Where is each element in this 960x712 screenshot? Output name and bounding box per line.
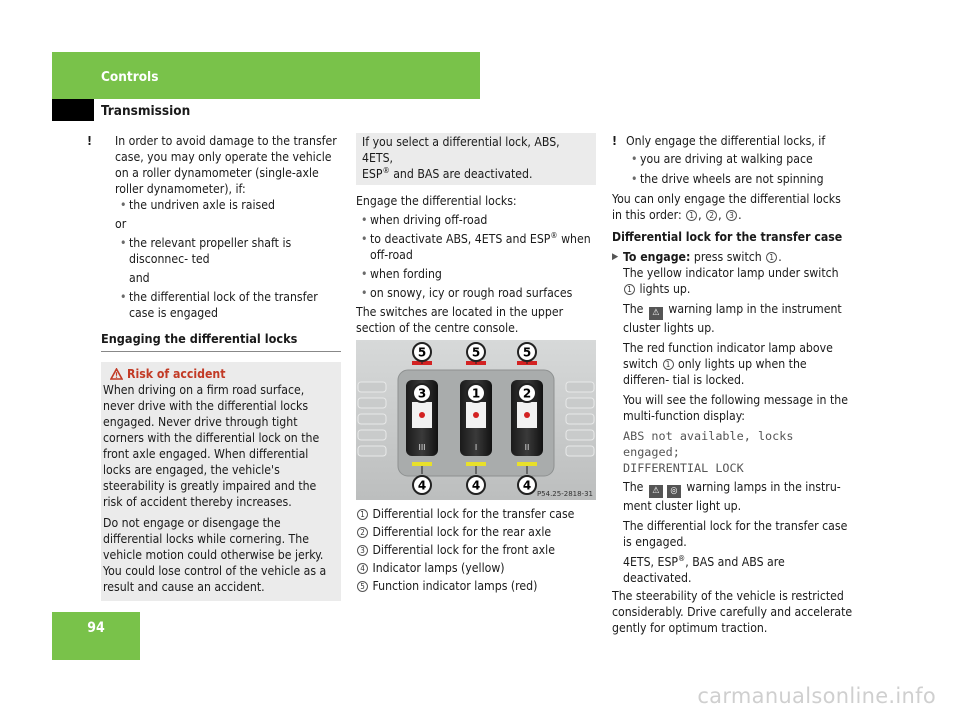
list-item: • on snowy, icy or rough road surfaces	[356, 285, 596, 301]
lead-text: Engage the differential locks:	[356, 194, 517, 208]
section-heading: Differential lock for the transfer case	[612, 230, 843, 244]
callout-2	[518, 384, 536, 402]
info-lamp-icon: ◎	[667, 485, 681, 498]
svg-text:5: 5	[471, 345, 481, 360]
legend-item: 1 Differential lock for the transfer case	[356, 506, 596, 522]
damage-note: ! In order to avoid damage to the transfer case, you may only operate the vehicle on a roller dynamometer (single-axle roller dynamometer), if:	[87, 134, 337, 196]
engage-step: ▶ To engage: press switch 1 .	[612, 250, 782, 264]
legend-item: 4 Indicator lamps (yellow)	[356, 560, 596, 576]
section-title: Controls	[101, 69, 159, 85]
list-item: • the differential lock of the transfer case is engaged	[115, 289, 341, 321]
caution-icon: !	[612, 134, 617, 148]
yellow-lamp	[466, 462, 486, 466]
column-2	[356, 133, 596, 594]
risk-text: Do not engage or disengage the differential locks while cornering. The vehicle motion could otherwise be jerky. You could lose control of the vehicle as a result and cause an accident.	[103, 516, 327, 594]
column-3	[612, 133, 854, 636]
section-heading: Engaging the differential locks	[101, 331, 341, 352]
console-figure	[356, 340, 596, 500]
svg-text:4: 4	[522, 478, 532, 493]
callout-4	[518, 476, 536, 494]
column-1	[87, 133, 341, 601]
callout-4	[467, 476, 485, 494]
list-item: • the drive wheels are not spinning	[626, 171, 854, 187]
figure-code: P54.25-2818-31	[536, 490, 593, 498]
connector-and: and	[129, 271, 150, 285]
legend-item: 3 Differential lock for the front axle	[356, 542, 596, 558]
legend-item: 2 Differential lock for the rear axle	[356, 524, 596, 540]
switch-location-text: The switches are located in the upper section of the centre console.	[356, 305, 564, 335]
risk-text: When driving on a firm road surface, never drive with the differential locks engaged. Never drive through tight corners with the differential lock on the front axle engaged. When differential locks are engaged, the vehicle's steerability is greatly impaired and the risk of accident thereby increases.	[103, 383, 320, 509]
callout-1	[467, 384, 485, 402]
svg-text:5: 5	[522, 345, 532, 360]
yellow-lamp	[412, 462, 432, 466]
caution-icon: !	[87, 134, 92, 148]
warning-lamp-icon: ⚠	[649, 307, 663, 320]
page-number: 94	[87, 620, 105, 636]
callout-3	[413, 384, 431, 402]
caution-note: ! Only engage the differential locks, if	[612, 134, 826, 148]
display-message: ABS not available, locks engaged;	[623, 429, 794, 459]
display-message: DIFFERENTIAL LOCK	[623, 461, 744, 475]
svg-text:3: 3	[417, 386, 427, 401]
callout-5	[413, 343, 431, 361]
svg-text:I: I	[474, 443, 478, 452]
list-item: • when driving off-road	[356, 212, 596, 228]
svg-text:4: 4	[471, 478, 481, 493]
callout-5	[518, 343, 536, 361]
warning-lamp-icon: ⚠	[649, 485, 663, 498]
callout-4	[413, 476, 431, 494]
risk-title: Risk of accident	[103, 366, 337, 382]
svg-text:III: III	[418, 443, 426, 452]
steerability-text: The steerability of the vehicle is restricted considerably. Drive carefully and accelerate gently for optimum traction.	[612, 589, 853, 635]
arrow-icon: ▶	[612, 252, 619, 262]
risk-warning-box	[101, 362, 341, 601]
watermark: carmanualsonline.info	[697, 684, 936, 708]
subsection-title: Transmission	[101, 103, 191, 119]
header-marker	[52, 99, 94, 121]
list-item: • when fording	[356, 266, 596, 282]
warning-triangle-icon	[110, 368, 123, 380]
figure-legend	[356, 506, 596, 594]
order-text: You can only engage the differential locks in this order: 1 , 2 , 3 .	[612, 192, 841, 222]
connector-or: or	[115, 217, 127, 231]
list-item: • the relevant propeller shaft is disconnec- ted	[115, 235, 341, 267]
svg-text:4: 4	[417, 478, 427, 493]
callout-5	[467, 343, 485, 361]
svg-text:2: 2	[522, 386, 532, 401]
svg-text:1: 1	[471, 386, 481, 401]
engage-details: The yellow indicator lamp under switch 1 lights up. The ⚠ warning lamp in the instrument cluster lights up. The red function indicator lamp above switch 1 only lights up when the differen- tial is locked. You will see the following message in the multi-function display: ABS not available, locks engaged; DIFFERENTIAL LOCK The ⚠ ◎ warning lamps in the instru- ment cluster light up. The differential lock for the transfer case is engaged. 4ETS, ESP®, BAS and ABS are deactivated.	[612, 265, 854, 586]
list-item: • to deactivate ABS, 4ETS and ESP® when off-road	[356, 231, 596, 263]
list-item: • the undriven axle is raised	[115, 197, 341, 213]
info-note: If you select a differential lock, ABS, 4ETS, ESP® and BAS are deactivated.	[356, 133, 596, 185]
svg-text:II: II	[524, 443, 530, 452]
svg-text:5: 5	[417, 345, 427, 360]
legend-item: 5 Function indicator lamps (red)	[356, 578, 596, 594]
yellow-lamp	[517, 462, 537, 466]
switch-panel-illustration	[356, 340, 596, 500]
list-item: • you are driving at walking pace	[626, 151, 854, 167]
